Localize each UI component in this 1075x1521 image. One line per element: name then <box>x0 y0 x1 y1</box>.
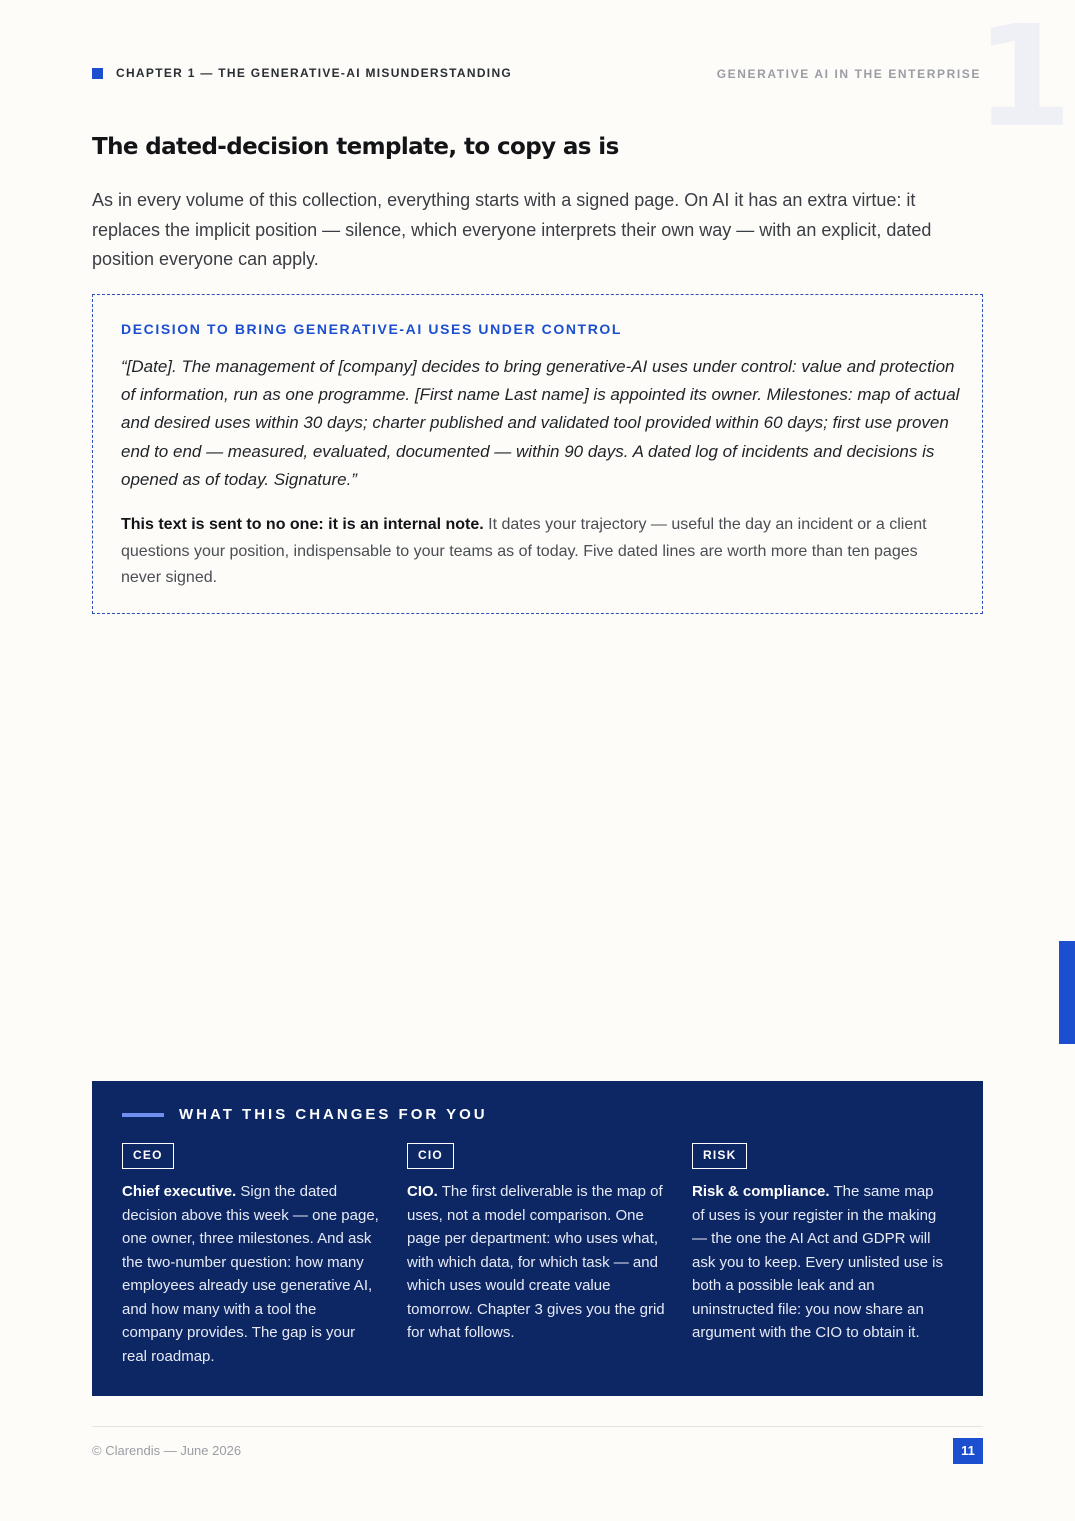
decision-quote: “[Date]. The management of [company] decides to bring generative-AI uses under control: value and protection of information, run as one programme. [First name Last name] is appointed its owner. Milestones: map of actual and desired uses within 30 days; charter published and validated tool provided within 60 days; first use proven end to end — measured, evaluated, documented — within 90 days. A dated log of incidents and decisions is opened as of today. Signature.” <box>121 357 960 489</box>
role-lead-cio: CIO. <box>407 1183 438 1200</box>
role-badge-cio: CIO <box>407 1143 454 1169</box>
role-body-cio: The first deliverable is the map of uses, not a model comparison. One page per department: who uses what, with which data, for which task — and which uses would create value tomorrow. Chapter 3 gives you the grid for what follows. <box>407 1183 665 1341</box>
panel-heading: WHAT THIS CHANGES FOR YOU <box>179 1106 488 1123</box>
role-text-cio <box>407 1180 665 1345</box>
footer-divider <box>92 1426 983 1427</box>
role-body-ceo: Sign the dated decision above this week — one page, one owner, three milestones. And ask the two-number question: how many employees already use generative AI, and how many with a tool the company provides. The gap is your real roadmap. <box>122 1183 379 1365</box>
decision-note-body: It dates your trajectory — useful the day an incident or a client questions your position, indispensable to your teams as of today. Five dated lines are worth more than ten pages never signed. <box>121 516 927 586</box>
what-this-changes-panel <box>92 1081 983 1396</box>
decision-note-lead: This text is sent to no one: it is an internal note. <box>121 516 484 533</box>
role-text-risk <box>692 1180 950 1345</box>
role-lead-risk: Risk & compliance. <box>692 1183 830 1200</box>
footer-copyright: © Clarendis — June 2026 <box>92 1443 242 1458</box>
role-column-ceo <box>122 1143 380 1368</box>
decision-note <box>121 512 961 592</box>
chapter-number-watermark: 1 <box>975 0 1073 159</box>
chapter-marker-square <box>92 68 103 79</box>
role-column-risk <box>692 1143 950 1345</box>
panel-accent-rule <box>122 1113 164 1117</box>
role-text-ceo <box>122 1180 380 1368</box>
decision-template-box <box>92 294 983 614</box>
role-body-risk: The same map of uses is your register in the making — the one the AI Act and GDPR will ask you to keep. Every unlisted use is both a possible leak and an uninstructed file: you now share an argument with the CIO to obtain it. <box>692 1183 943 1341</box>
role-lead-ceo: Chief executive. <box>122 1183 237 1200</box>
chapter-label: CHAPTER 1 — THE GENERATIVE-AI MISUNDERSTANDING <box>116 66 513 80</box>
page-number-badge: 11 <box>953 1438 983 1464</box>
section-title: The dated-decision template, to copy as is <box>92 134 619 160</box>
role-column-cio <box>407 1143 665 1345</box>
role-badge-ceo: CEO <box>122 1143 174 1169</box>
role-badge-risk: RISK <box>692 1143 747 1169</box>
intro-paragraph: As in every volume of this collection, everything starts with a signed page. On AI it has an extra virtue: it replaces the implicit position — silence, which everyone interprets their own way — with an explicit, dated position everyone can apply. <box>92 190 932 269</box>
running-title: GENERATIVE AI IN THE ENTERPRISE <box>716 67 981 81</box>
chapter-side-tab <box>1059 941 1075 1044</box>
decision-heading: DECISION TO BRING GENERATIVE-AI USES UNDER CONTROL <box>121 321 623 337</box>
